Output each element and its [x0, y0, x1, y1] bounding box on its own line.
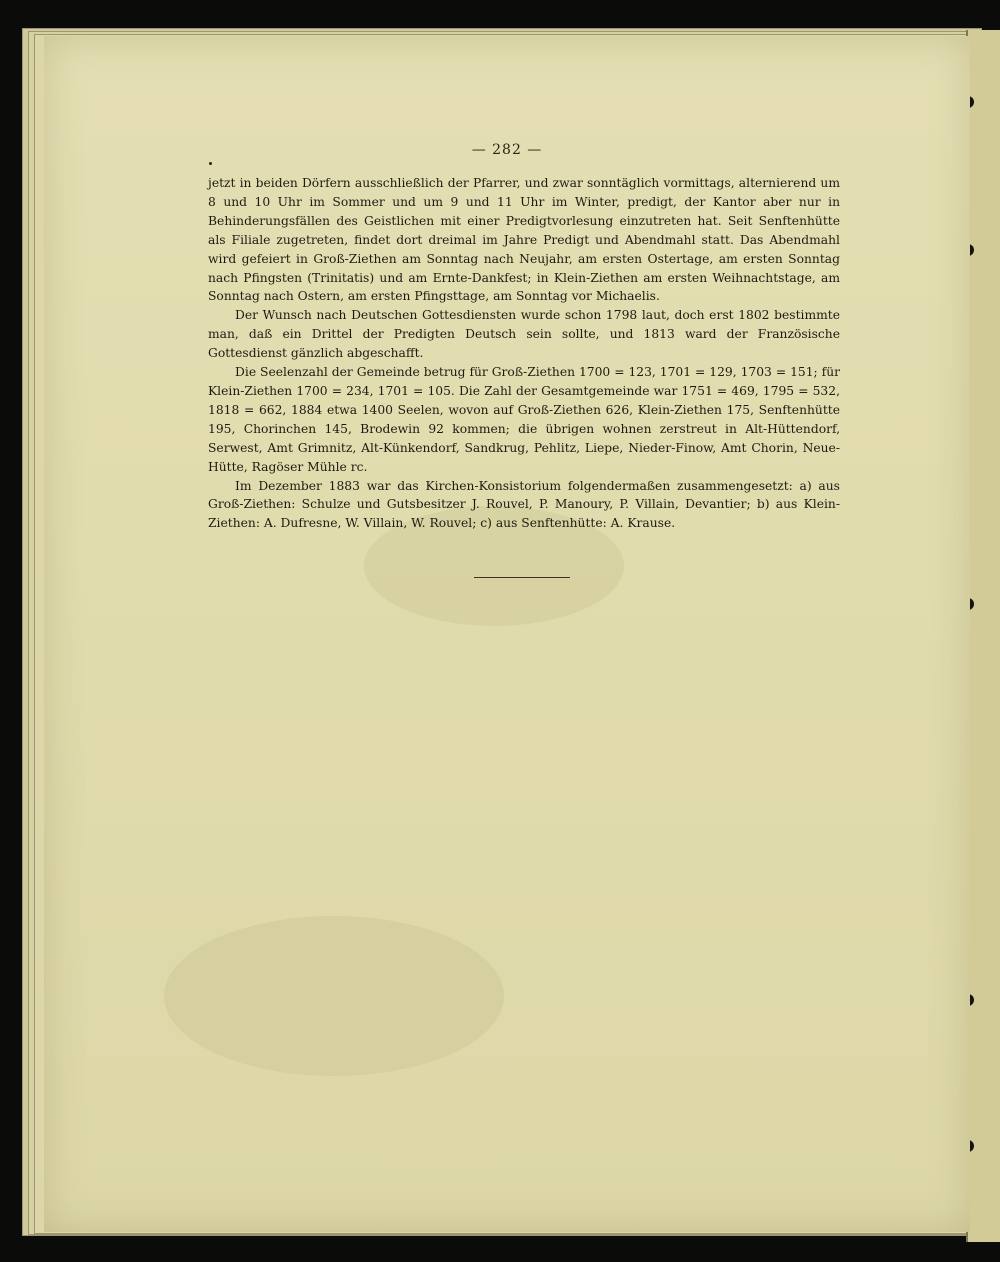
paper-stain — [164, 916, 504, 1076]
paragraph: Im Dezember 1883 war das Kirchen-Konsistorium folgendermaßen zusammengesetzt: a) aus Groß-Ziethen: Schulze und Gutsbesitzer J. Rouvel, P. Manoury, P. Villain, Devantier; b) aus Klein-Ziethen: A. Dufresne, W. Villain, W. Rouvel; c) aus Senftenhütte: A. Krause. — [208, 478, 840, 531]
facing-page-edge — [966, 30, 1000, 1242]
ink-mark — [209, 162, 212, 165]
paragraph: jetzt in beiden Dörfern ausschließlich der Pfarrer, und zwar sonntäglich vormittags, alternierend um 8 und 10 Uhr im Sommer und um 9 und 11 Uhr im Winter, predigt, der Kantor aber nur in Behinderungsfällen des Geistlichen mit einer Predigtvorlesung einzutreten hat. Seit Senftenhütte als Filiale zugetreten, findet dort dreimal im Jahre Predigt und Abendmahl statt. Das Abendmahl wird gefeiert in Groß-Ziethen am Sonntag nach Neujahr, am ersten Ostertage, am ersten Sonntag nach Pfingsten (Trinitatis) und am Ernte-Dankfest; in Klein-Ziethen am ersten Weihnachtstage, am Sonntag nach Ostern, am ersten Pfingsttage, am Sonntag vor Michaelis. — [208, 176, 840, 304]
section-separator-rule — [474, 577, 570, 578]
paragraph: Die Seelenzahl der Gemeinde betrug für Groß-Ziethen 1700 = 123, 1701 = 129, 1703 = 151; für Klein-Ziethen 1700 = 234, 1701 = 105. Die Zahl der Gesamtgemeinde war 1751 = 469, 1795 = 532, 1818 = 662, 1884 etwa 1400 Seelen, wovon auf Groß-Ziethen 626, Klein-Ziethen 175, Senftenhütte 195, Chorinchen 145, Brodewin 92 kommen; die übrigen wohnen zerstreut in Alt-Hüttendorf, Serwest, Amt Grimnitz, Alt-Künkendorf, Sandkrug, Pehlitz, Liepe, Nieder-Finow, Amt Chorin, Neue-Hütte, Ragöser Mühle rc. — [208, 365, 840, 474]
paragraph: Der Wunsch nach Deutschen Gottesdiensten wurde schon 1798 laut, doch erst 1802 bestimmte man, daß ein Drittel der Predigten Deutsch sein sollte, und 1813 ward der Französische Gottesdienst gänzlich abgeschafft. — [208, 308, 840, 361]
body-text — [208, 174, 840, 533]
page-number: — 282 — — [471, 142, 543, 158]
document-page — [44, 36, 970, 1232]
